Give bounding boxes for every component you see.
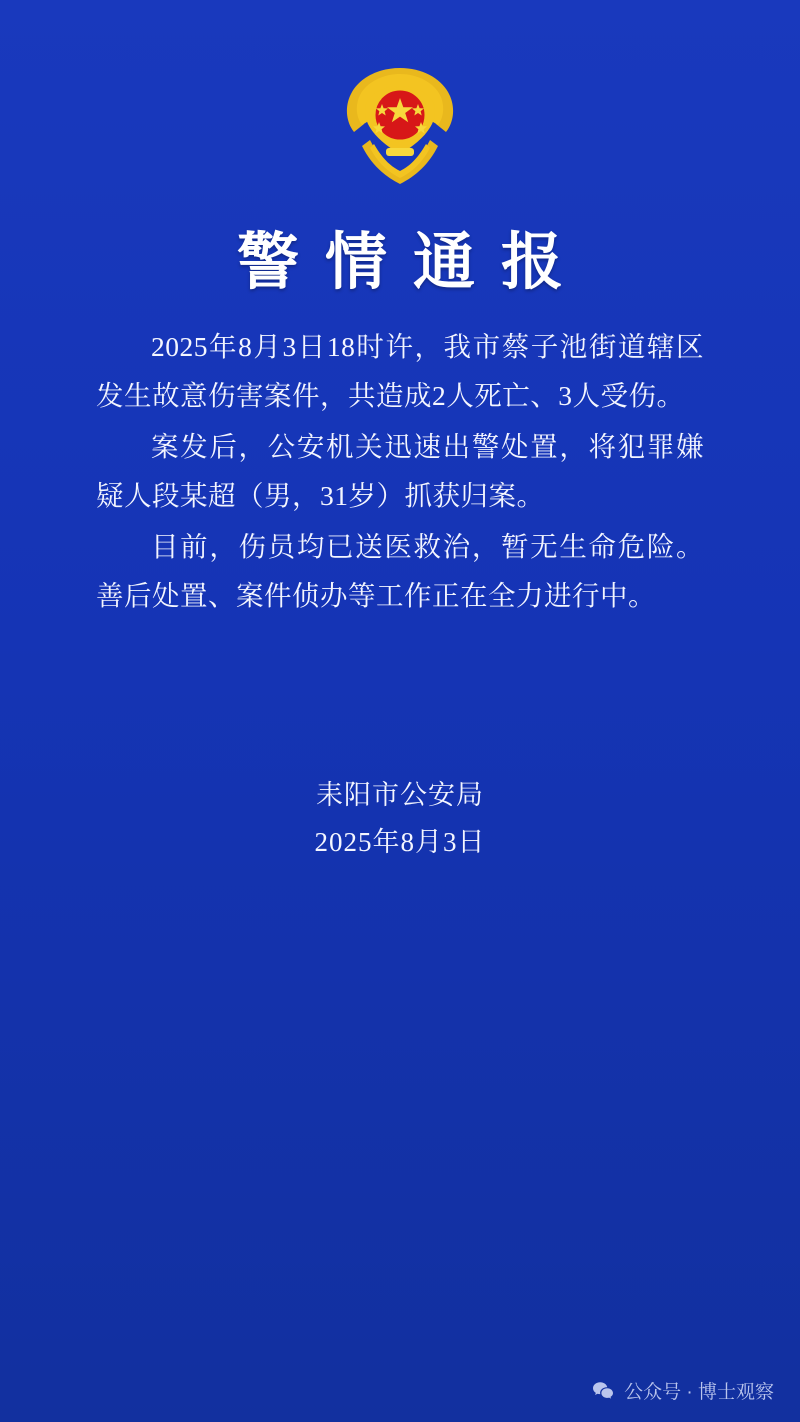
- page-title: 警情通报: [236, 229, 589, 297]
- wechat-icon: [591, 1379, 615, 1403]
- police-badge-icon: [330, 62, 470, 190]
- issuing-authority: 耒阳市公安局: [316, 780, 484, 810]
- paragraph-3: 目前，伤员均已送医救治，暂无生命危险。善后处置、案件侦办等工作正在全力进行中。: [96, 531, 704, 611]
- issue-date: 2025年8月3日: [314, 827, 486, 857]
- signature-block: [0, 772, 800, 866]
- notice-body: [96, 322, 704, 622]
- emblem-container: [0, 62, 800, 190]
- footer-watermark: [0, 1377, 800, 1404]
- paragraph-1: 2025年8月3日18时许，我市蔡子池街道辖区发生故意伤害案件，共造成2人死亡、3人受伤。: [96, 331, 704, 411]
- footer-text: 公众号 · 博士观察: [624, 1382, 774, 1403]
- paragraph-2: 案发后，公安机关迅速出警处置，将犯罪嫌疑人段某超（男，31岁）抓获归案。: [96, 431, 704, 511]
